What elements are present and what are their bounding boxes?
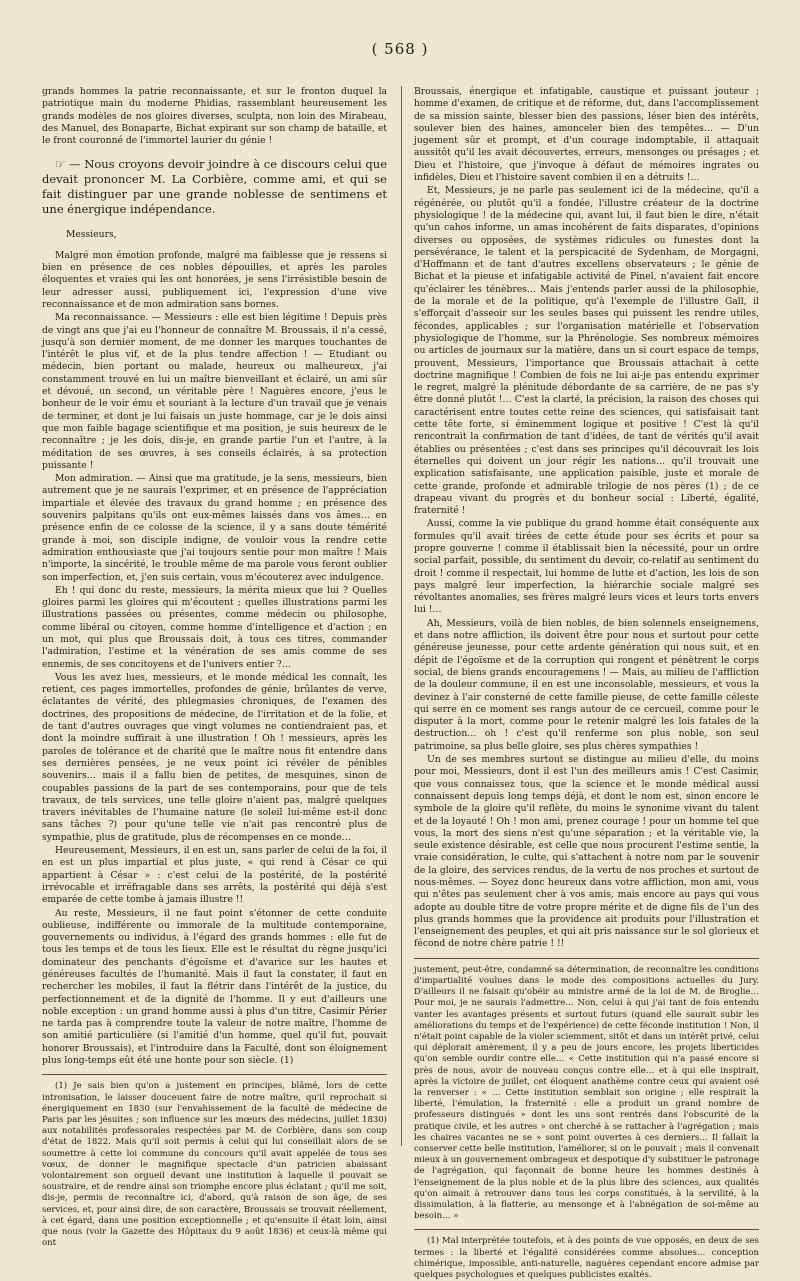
speech-paragraph: Mon admiration. — Ainsi que ma gratitude, je la sens, messieurs, bien autrement que je ne saurais l'exprimer, et en présence de l'appréciation impartiale et élevée des travaux du grand homme ; en présence des souvenirs palpitans qu'ils ont eux-mêmes laissés dans vos âmes… en présence enfin de ce colosse de la science, il y a sans doute témérité grande à moi, son disciple indigne, de vouloir vous la rendre cette admiration enthousiaste que j'ai toujours sentie pour mon maître ! Mais n'importe, la sincérité, le trouble même de ma parole vous feront oublier son imperfection, et, j'en suis certain, vous m'écouterez avec indulgence. [42, 473, 387, 583]
salutation: Messieurs, [66, 229, 117, 241]
left-column [42, 86, 387, 1249]
opening-paragraph: grands hommes la patrie reconnaissante, et sur le fronton duquel la patriotique main du moderne Phidias, rassemblant heureusement les grands modèles de nos gloires diverses, sculpta, non loin des Mirabeau, des Manuel, des Bonaparte, Bichat expirant sur son champ de bataille, et le front couronné de l'immortel laurier du génie ! [42, 86, 387, 147]
speech-paragraph: Ma reconnaissance. — Messieurs : elle est bien légitime ! Depuis près de vingt ans que j'ai eu l'honneur de connaître M. Broussais, il n'a cessé, jusqu'à son dernier moment, de me donner les marques touchantes de l'intérêt le plus vif, et de la plus tendre affection ! — Etudiant ou médecin, bien portant ou malade, heureux ou malheureux, j'ai constamment trouvé en lui un maître bienveillant et éclairé, un ami sûr et dévoué, un second, un véritable père ! Naguères encore, j'eus le bonheur de le voir ému et souriant à la lecture d'un travail que je venais de terminer, et dont je lui faisais un juste hommage, car je le dois ainsi que mon faible bagage scientifique et ma position, je suis heureux de le reconnaître ; je les dois, dis-je, en grande partie l'un et l'autre, à la méditation de ses œuvres, à ses conseils éclairés, à sa protection puissante ! [42, 312, 387, 471]
footnote: (1) Mal interprétée toutefois, et à des points de vue opposés, en deux de ses termes : la liberté et l'égalité considérées comme absolues… conception chimérique, impossible, anti-naturelle, naguères cependant encore admise par quelques psychologues et quelques publicistes exaltés. [414, 1236, 759, 1281]
speech-paragraph: Broussais, énergique et infatigable, caustique et puissant jouteur ; homme d'examen, de critique et de réforme, dut, dans l'accomplissement de sa mission sainte, blesser bien des passions, léser bien des intérêts, soulever bien des haines, amonceler bien des tempêtes… — D'un jugement sûr et prompt, et d'un courage indomptable, il attaquait aussitôt qu'il les avait découvertes, erreurs, mensonges ou présages ; et Dieu et l'histoire, que j'invoque à défaut de mémoires ingrates ou infidèles, Dieu et l'histoire savent combien il en a détruits !… [414, 86, 759, 184]
section-divider [414, 958, 759, 959]
speech-paragraph: Eh ! qui donc du reste, messieurs, la mérita mieux que lui ? Quelles gloires parmi les gloires qui m'écoutent ; quelles illustrations parmi les illustrations passées ou présentes, comme médecin ou philosophe, comme libéral ou citoyen, comme homme d'intelligence et d'action ; en un mot, qui plus que Broussais doit, à tous ces titres, commander l'admiration, l'estime et la vénération de ses amis comme de ses ennemis, de ses concitoyens et de l'univers entier ?… [42, 584, 387, 670]
speech-paragraph: Heureusement, Messieurs, il en est un, sans parler de celui de la foi, il en est un plus impartial et plus juste, « qui rend à César ce qui appartient à César » : c'est celui de la postérité, de la postérité irrévocable et irréfragable dans ses arrêts, la postérité qui déjà s'est emparée de cette tombe à jamais illustre !! [42, 845, 387, 906]
speech-paragraph: Malgré mon émotion profonde, malgré ma faiblesse que je ressens si bien en présence de ces nobles dépouilles, et après les paroles éloquentes et vraies qui les ont honorées, je sens l'irrésistible besoin de leur adresser aussi, publiquement ici, l'expression d'une vive reconnaissance et de mon admiration sans bornes. [42, 249, 387, 310]
footnote-continuation: justement, peut-être, condamné sa détermination, de reconnaître les conditions d'impartialité voulues dans le mode des compositions actuelles du Jury. D'ailleurs il ne faisait qu'obéir au ministre armé de la loi de M. de Broglie… Pour moi, je ne saurais l'admettre… Non, celui à qui j'ai tant de fois entendu vanter les avantages présents et surtout futurs (quand elle saurait subir les améliorations du temps et de l'expérience) de cette féconde institution ! Non, il n'était point capable de la violer sciemment, sitôt et dans un intérêt privé, celui qui déplorait amèrement, il y a peu de jours encore, les projets liberticides qu'on semble ourdir contre elle… « Cette institution qui n'a passé encore si près de nous, avoir de nouveau conçus contre elle… et à qui elle inspirait, après la victoire de juillet, cet éloquent anathème contre ceux qui avaient osé la renverser : « … Cette institution semblait son origine ; elle respirait la liberté, l'émulation, la fraternité : elle a produit un grand nombre de professeurs distingués » dont les uns sont rentrés dans l'obscurité de la pratique civile, et les autres » ont cherché à se rattacher à l'agrégation ; mais les chaires vacantes ne se » sont point ouvertes à ces derniers… Il fallait la conserver cette belle institution, l'améliorer, si on le pouvait ; mais il convenait mieux à un gouvernement ombrageux et despotique d'y substituer le patronage de l'agrégation, qui façonnait de bonne heure les hommes destinés à l'enseignement de la plus noble et de la plus libre des sciences, aux qualités qu'on aimait à retrouver dans tous les corps constitués, à la servilité, à la dissimulation, à la flatterie, au mensonge et à l'abnégation de soi-même au besoin… » [414, 964, 759, 1222]
page-number: ( 568 ) [371, 40, 429, 58]
speech-paragraph: Un de ses membres surtout se distingue au milieu d'elle, du moins pour moi, Messieurs, dont il est l'un des meilleurs amis ! C'est Casimir, que vous connaissez tous, que la science et le monde médical aussi connaissent depuis long temps déjà, et dont le nom est, sinon encore le symbole de la gloire qu'il reflète, du moins le synonime vivant du talent et de la loyauté ! Oh ! mon ami, prenez courage ! pour un homme tel que vous, la mort des siens n'est qu'une séparation ; et la véritable vie, la seule existence désirable, est celle que nous procurent l'estime sentie, la vraie considération, le culte, qui s'attachent à notre nom par le souvenir de la gloire, des services rendus, de la vertu de nos proches et surtout de nous-mêmes. — Soyez donc heureux dans votre affliction, mon ami, vous qui n'êtes pas seulement cher à vos amis, mais encore au pays qui vous adopte au double titre de votre propre mérite et de digne fils de l'un des plus grands hommes que la providence ait produits pour l'illustration et l'enseignement des peuples, et qui ait pris naissance sur le sol glorieux et fécond de notre chère patrie ! !! [414, 754, 759, 950]
speech-paragraph: Vous les avez lues, messieurs, et le monde médical les connaît, les retient, ces pages immortelles, profondes de génie, brûlantes de verve, éclatantes de vérité, des phlegmasies chroniques, de l'examen des doctrines, des propositions de médecine, de l'irritation et de la folie, et de tant d'autres ouvrages que vingt volumes ne contiendraient pas, et dont la moindre suffirait à une illustration ! Oh ! messieurs, après les paroles de tolérance et de charité que le maître nous fit entendre dans ses dernières pensées, je ne veux point ici révéler de pénibles souvenirs… mais il a fallu bien de petites, de mesquines, sinon de coupables passions de la part de ses contemporains, pour que de tels travaux, de tels services, une telle gloire n'aient pas, malgré quelques travers inévitables de l'humaine nature (le soleil lui-même est-il donc sans tâches ?) pour qu'une telle vie n'ait pas rencontré plus de sympathie, plus de gratitude, plus de récompenses en ce monde… [42, 671, 387, 843]
column-divider [401, 86, 402, 1146]
right-column [414, 86, 759, 1281]
intro-note: ☞ — Nous croyons devoir joindre à ce discours celui que devait prononcer M. La Corbière, comme ami, et qui se fait distinguer par une grande noblesse de sentimens et une énergique indépendance. [42, 157, 387, 217]
speech-paragraph: Ah, Messieurs, voilà de bien nobles, de bien solennels enseignemens, et dans notre affliction, ils doivent être pour nous et surtout pour cette généreuse jeunesse, pour cette ardente génération qui nous suit, et en dépit de l'égoïsme et de la corruption qui rongent et pénètrent le corps social, de biens grands encouragemens ! — Mais, au milieu de l'affliction de la douleur commune, il en est une inconsolable, messieurs, et vous la devinez à l'air consterné de cette famille pieuse, de cette famille céleste qui serre en ce moment ses rangs autour de ce cercueil, comme pour le disputer à la mort, comme pour le retenir malgré les lois fatales de la destruction… oh ! c'est qu'il renferme son plus noble, son seul patrimoine, sa plus belle gloire, ses plus chères sympathies ! [414, 617, 759, 752]
speech-paragraph: Et, Messieurs, je ne parle pas seulement ici de la médecine, qu'il a régénérée, ou plutôt qu'il a fondée, l'illustre créateur de la doctrine physiologique ! de la médecine qui, avant lui, il faut bien le dire, n'était qu'un cahos informe, un amas incohérent de faits disparates, d'opinions diverses ou opposées, de systèmes ridicules ou funestes dont la persévérance, le talent et la perspicacité de Sydenham, de Morgagni, d'Hoffmann et de tant d'autres excellens observateurs ; le génie de Bichat et la pieuse et infatigable activité de Pinel, n'avaient fait encore qu'éclairer les ténèbres… Mais j'entends parler aussi de la philosophie, de la morale et de la politique, qu'à l'exemple de l'illustre Gall, il s'efforçait d'asseoir sur les seules bases qui puissent les rendre utiles, fécondes, applicables ; sur l'organisation matérielle et l'observation physiologique de l'homme, sur la Phrénologie. Ses nombreux mémoires ou articles de journaux sur la matière, dans un si court espace de temps, prouvent, Messieurs, l'importance que Broussais attachait à cette doctrine magnifique ! Combien de fois ne lui ai-je pas entendu exprimer le regret, malgré la plénitude débordante de sa carrière, de ne pas s'y être donné plutôt !… C'est la clarté, la précision, la raison des choses qui caractérisent entre toutes cette reine des sciences, qui satisfaisait tant cette tête forte, si éminemment logique et positive ! C'est là qu'il rencontrait la confirmation de tant d'idées, de tant de vérités qu'il avait établies ou présentées ; c'est dans ses principes qu'il découvrait les lois éternelles qui doivent un jour régir les nations… qu'il trouvait une explication satisfaisante, une application paisible, juste et morale de cette grande, profonde et admirable trilogie de nos pères (1) ; de ce drapeau vivant du progrès et du bonheur social : Liberté, égalité, fraternité ! [414, 185, 759, 517]
footnote-divider [414, 1229, 759, 1230]
speech-paragraph: Au reste, Messieurs, il ne faut point s'étonner de cette conduite oublieuse, indifférente ou immorale de la multitude contemporaine, gouvernements ou individus, à l'égard des grands hommes : elle fut de tous les temps et de tous les lieux. Elle est le résultat du règne jusqu'ici dominateur des penchants d'égoïsme et d'avarice sur les hautes et généreuses facultés de l'humanité. Mais il faut la constater, il faut en rechercher les mobiles, il faut la flétrir dans l'intérêt de la justice, du perfectionnement et de la dignité de l'homme. Il y eut d'ailleurs une noble exception : un grand homme aussi à plus d'un titre, Casimir Périer ne tarda pas à comprendre toute la valeur de notre maître, l'homme de son amitié particulière (si l'amitié d'un homme, quel qu'il fut, pouvait honorer Broussais), et l'introduire dans la Faculté, dont son éloignement plus long-temps eût été une honte pour son siècle. (1) [42, 907, 387, 1067]
footnote: (1) Je sais bien qu'on a justement en principes, blâmé, lors de cette intronisation, le laisser douceuent faire de notre maître, qu'il reprochait si énergiquement en 1830 (sur l'envahissement de la faculté de médecine de Paris par les jésuites ; son influence sur les mœurs des médecins, juillet 1830) aux notabilités professorales respectées par M. de Corbière, dans son coup d'état de 1822. Mais qu'il soit permis à celui qui lui conseillait alors de se soumettre à cette loi commune du concours qu'il avait appelée de tous ses vœux, de donner le magnifique spectacle d'un patricien abaissant volontairement son orgueil devant une institution à laquelle il pouvait se soustraire, et de rendre ainsi son triomphe encore plus éclatant ; qu'il me soit, dis-je, permis de reconnaître ici, d'abord, qu'à raison de son âge, de ses services, et, pour ainsi dire, de son caractère, Broussais se trouvait réellement, à cet égard, dans une position exceptionnelle ; et qu'ensuite il était loin, ainsi que nous (voir la Gazette des Hôpitaux du 9 août 1836) et ceux-là même qui ont [42, 1081, 387, 1249]
speech-paragraph: Aussi, comme la vie publique du grand homme était conséquente aux formules qu'il avait tirées de cette étude pour ses écrits et pour sa propre gouverne ! comme il établissait bien la nécessité, pour un ordre social parfait, possible, du sentiment du devoir, co-relatif au sentiment du droit ! comme il respectait, lui homme de lutte et d'action, les lois de son pays malgré leur imperfection, la hiérarchie sociale malgré ses révoltantes anomalies, ses frères malgré leurs vices et leurs torts envers lui !… [414, 518, 759, 616]
footnote-divider [42, 1074, 387, 1075]
